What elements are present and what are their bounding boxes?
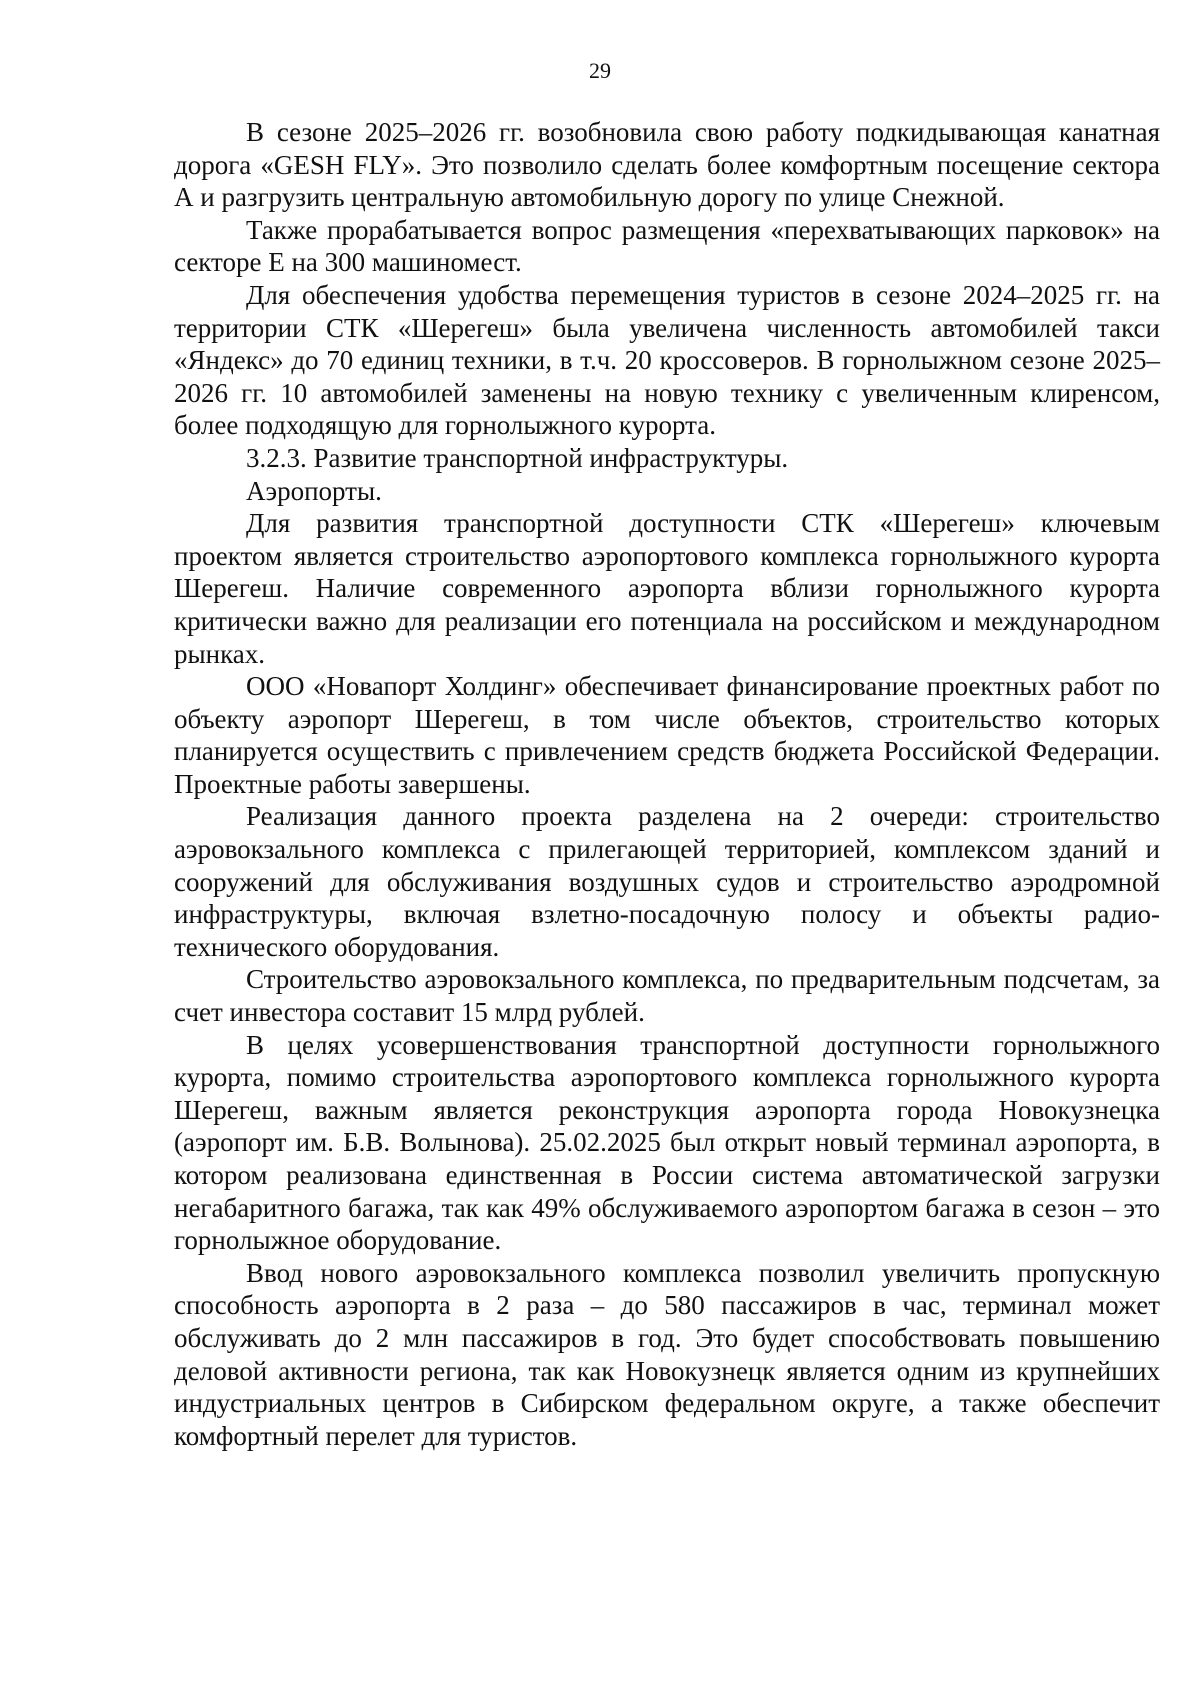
paragraph-parking: Также прорабатывается вопрос размещения «перехватывающих парковок» на секторе Е на 300 машиномест. [174, 214, 1160, 278]
paragraph-investment: Строительство аэровокзального комплекса, по предварительным подсчетам, за счет инвестора составит 15 млрд рублей. [174, 964, 1160, 1028]
paragraph-novaport: ООО «Новапорт Холдинг» обеспечивает финансирование проектных работ по объекту аэропорт Шерегеш, в том числе объектов, строительство которых планируется осуществить с привлечением средств бюджета Российской Федерации. Проектные работы завершены. [174, 671, 1160, 799]
section-heading: 3.2.3. Развитие транспортной инфраструктуры. [246, 442, 789, 473]
document-body [174, 116, 1160, 1452]
paragraph-novokuznetsk-airport: В целях усовершенствования транспортной доступности горнолыжного курорта, помимо строительства аэропортового комплекса горнолыжного курорта Шерегеш, важным является реконструкция аэропорта города Новокузнецка (аэропорт им. Б.В. Волынова). 25.02.2025 был открыт новый терминал аэропорта, в котором реализована единственная в России система автоматической загрузки негабаритного багажа, так как 49% обслуживаемого аэропортом багажа в сезон – это горнолыжное оборудование. [174, 1029, 1160, 1256]
paragraph-taxi: Для обеспечения удобства перемещения туристов в сезоне 2024–2025 гг. на территории СТК «Шерегеш» была увеличена численность автомобилей такси «Яндекс» до 70 единиц техники, в т.ч. 20 кроссоверов. В горнолыжном сезоне 2025–2026 гг. 10 автомобилей заменены на новую технику с увеличенным клиренсом, более подходящую для горнолыжного курорта. [174, 279, 1160, 441]
page-number: 29 [589, 58, 611, 83]
paragraph-cable-car: В сезоне 2025–2026 гг. возобновила свою работу подкидывающая канатная дорога «GESH FLY». Это позволило сделать более комфортным посещение сектора А и разгрузить центральную автомобильную дорогу по улице Снежной. [174, 117, 1160, 213]
subsection-heading-airports: Аэропорты. [246, 475, 382, 506]
paragraph-airport-project: Для развития транспортной доступности СТК «Шерегеш» ключевым проектом является строительство аэропортового комплекса горнолыжного курорта Шерегеш. Наличие современного аэропорта вблизи горнолыжного курорта критически важно для реализации его потенциала на российском и международном рынках. [174, 508, 1160, 669]
paragraph-project-stages: Реализация данного проекта разделена на 2 очереди: строительство аэровокзального комплекса с прилегающей территорией, комплексом зданий и сооружений для обслуживания воздушных судов и строительство аэродромной инфраструктуры, включая взлетно-посадочную полосу и объекты радио-технического оборудования. [174, 801, 1160, 962]
paragraph-terminal-capacity: Ввод нового аэровокзального комплекса позволил увеличить пропускную способность аэропорта в 2 раза – до 580 пассажиров в час, терминал может обслуживать до 2 млн пассажиров в год. Это будет способствовать повышению деловой активности региона, так как Новокузнецк является одним из крупнейших индустриальных центров в Сибирском федеральном округе, а также обеспечит комфортный перелет для туристов. [174, 1257, 1160, 1451]
